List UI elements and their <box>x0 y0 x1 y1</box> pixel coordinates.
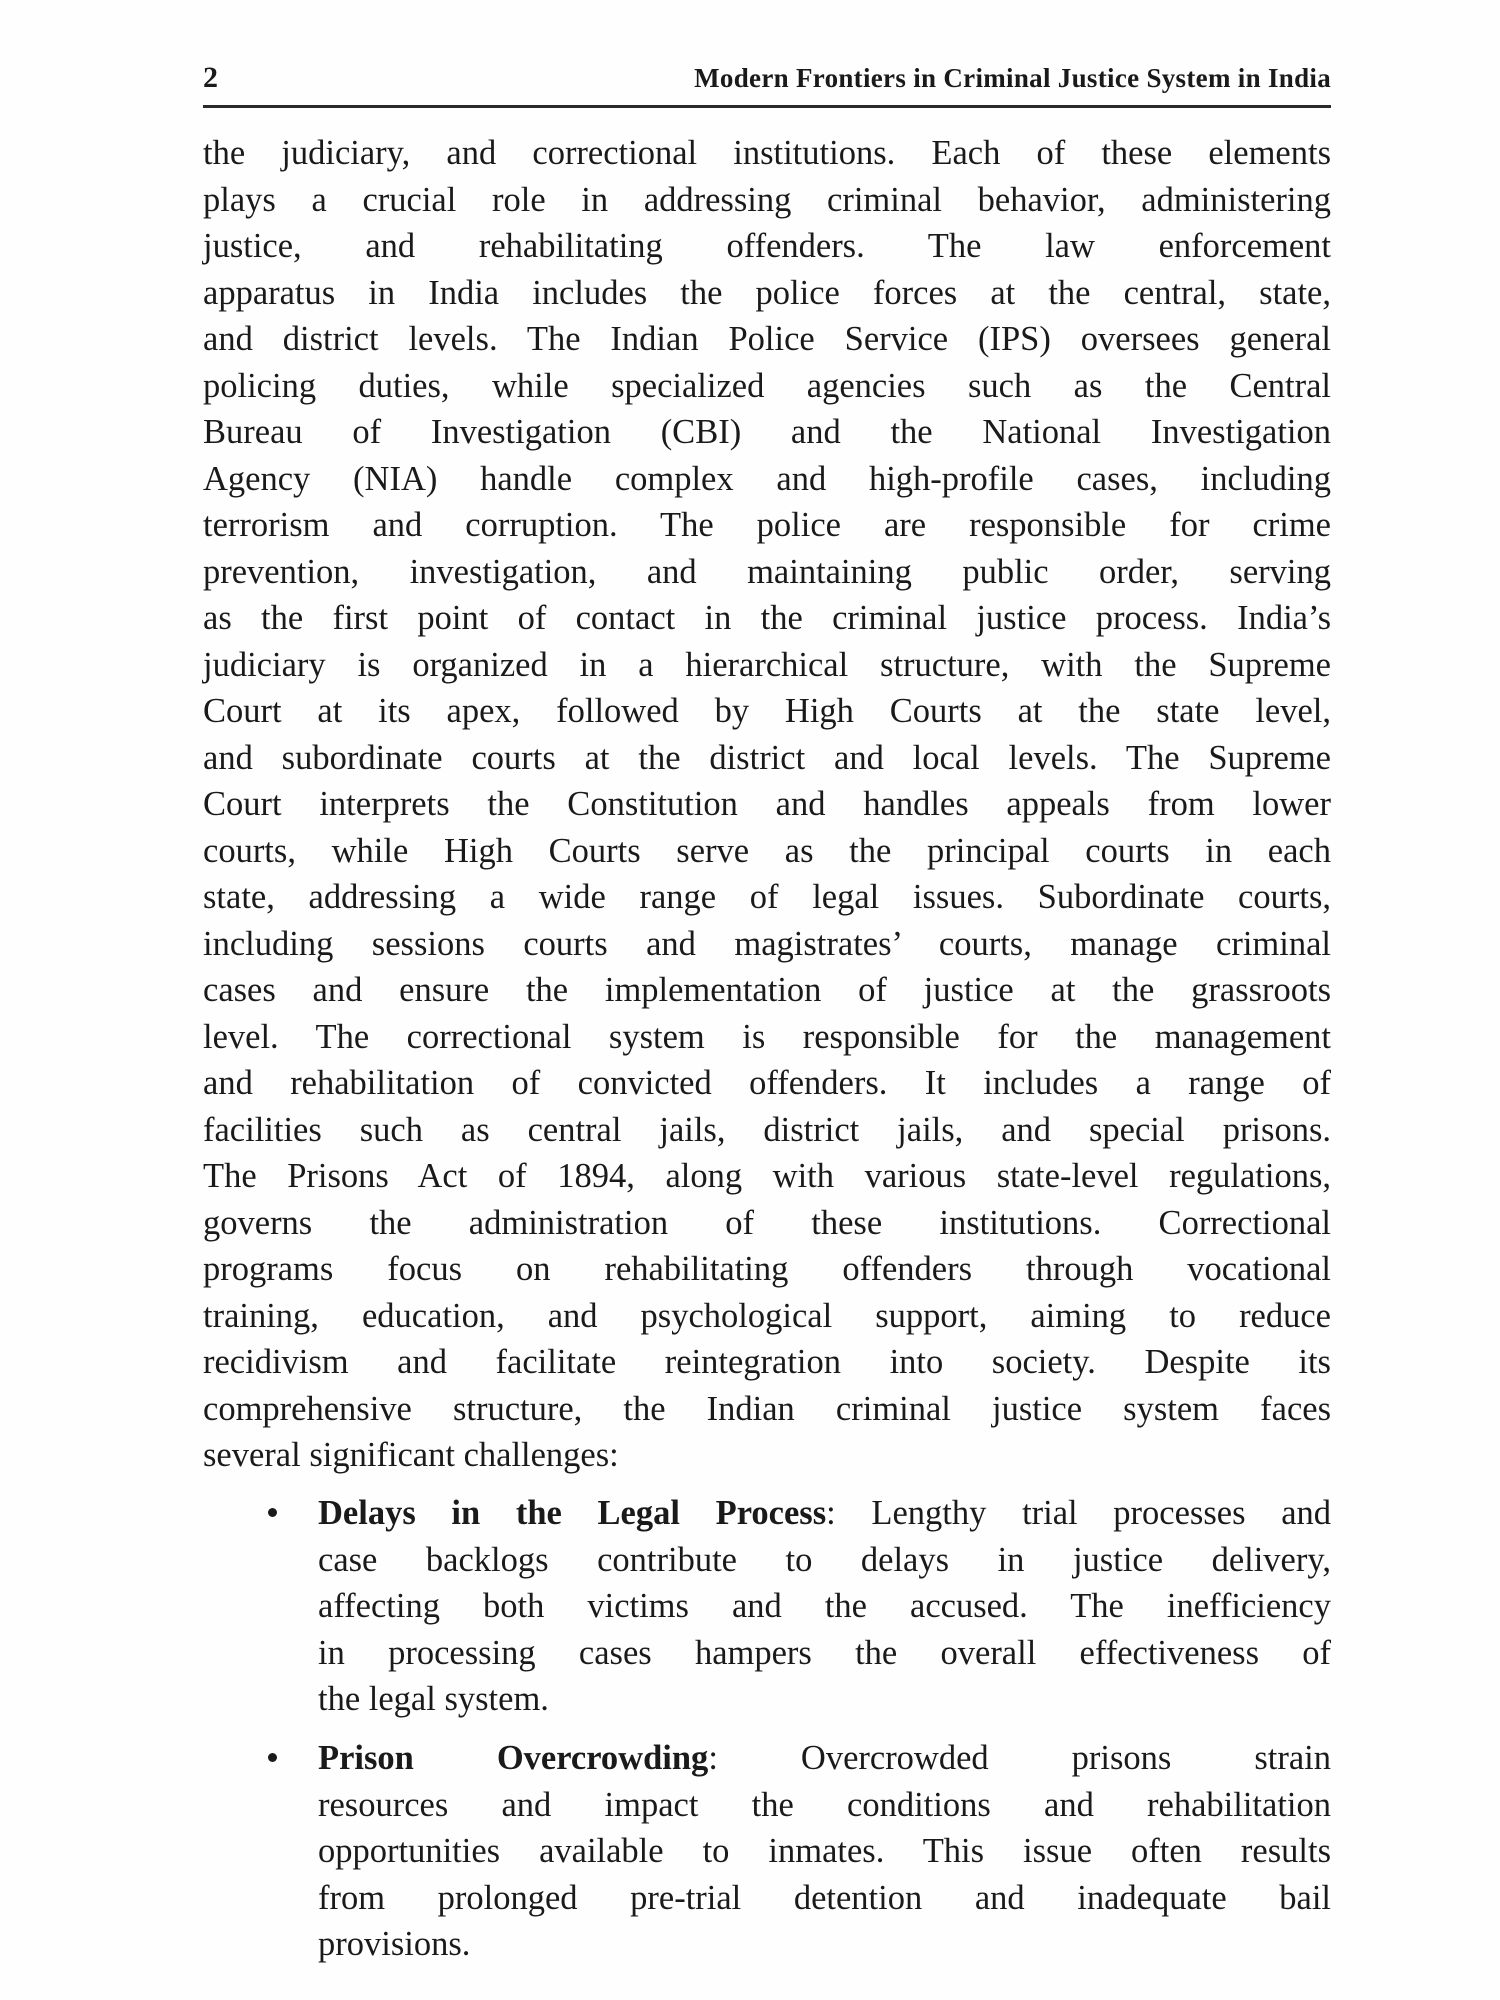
paragraph-line: as the first point of contact in the criminal justice process. India’s <box>203 599 1331 637</box>
paragraph-line: programs focus on rehabilitating offenders through vocational <box>203 1250 1331 1288</box>
paragraph-line: and subordinate courts at the district and local levels. The Supreme <box>203 738 1331 777</box>
bullet-line: Delays in the Legal Process: Lengthy trial processes and <box>318 1494 1332 1532</box>
paragraph-line: Agency (NIA) handle complex and high-profile cases, including <box>203 459 1331 498</box>
bullet-icon <box>268 1735 282 1749</box>
paragraph-line: governs the administration of these institutions. Correctional <box>203 1203 1331 1242</box>
bullet-line: case backlogs contribute to delays in justice delivery, <box>318 1540 1331 1579</box>
paragraph-line: including sessions courts and magistrates’ courts, manage criminal <box>203 924 1331 963</box>
page-number: 2 <box>203 61 218 94</box>
paragraph-line: judiciary is organized in a hierarchical structure, with the Supreme <box>203 645 1331 684</box>
paragraph-line: plays a crucial role in addressing criminal behavior, administering <box>203 180 1331 219</box>
bullet-line: in processing cases hampers the overall effectiveness of <box>318 1633 1331 1672</box>
bullet-term: Delays in the Legal Process <box>318 1494 827 1532</box>
bullet-line: the legal system. <box>318 1680 549 1718</box>
bullet-line: opportunities available to inmates. This issue often results <box>318 1832 1331 1870</box>
running-header <box>203 58 1331 98</box>
paragraph-line: several significant challenges: <box>203 1436 619 1474</box>
paragraph-line: justice, and rehabilitating offenders. The law enforcement <box>203 227 1331 265</box>
bullet-line: resources and impact the conditions and rehabilitation <box>318 1785 1331 1824</box>
paragraph-line: comprehensive structure, the Indian criminal justice system faces <box>203 1389 1331 1428</box>
paragraph-line: training, education, and psychological support, aiming to reduce <box>203 1296 1331 1335</box>
bullet-line: from prolonged pre-trial detention and inadequate bail <box>318 1878 1331 1917</box>
bullet-term: Prison Overcrowding <box>318 1739 709 1777</box>
paragraph-line: Court at its apex, followed by High Courts at the state level, <box>203 692 1331 730</box>
paragraph-line: apparatus in India includes the police forces at the central, state, <box>203 273 1331 312</box>
paragraph-line: The Prisons Act of 1894, along with various state-level regulations, <box>203 1157 1331 1195</box>
paragraph-line: cases and ensure the implementation of justice at the grassroots <box>203 971 1331 1009</box>
bullet-line: provisions. <box>318 1925 471 1963</box>
paragraph-line: courts, while High Courts serve as the principal courts in each <box>203 831 1331 870</box>
paragraph-line: Court interprets the Constitution and handles appeals from lower <box>203 785 1331 823</box>
paragraph-line: prevention, investigation, and maintaining public order, serving <box>203 552 1331 591</box>
running-title: Modern Frontiers in Criminal Justice System in India <box>694 63 1331 93</box>
paragraph-line: policing duties, while specialized agencies such as the Central <box>203 366 1331 405</box>
paragraph-line: Bureau of Investigation (CBI) and the National Investigation <box>203 413 1331 451</box>
header-rule-divider <box>203 105 1331 108</box>
paragraph-line: facilities such as central jails, district jails, and special prisons. <box>203 1110 1331 1149</box>
paragraph-line: the judiciary, and correctional institutions. Each of these elements <box>203 134 1331 172</box>
bullet-line: Prison Overcrowding: Overcrowded prisons strain <box>318 1739 1331 1777</box>
paragraph-line: and district levels. The Indian Police Service (IPS) oversees general <box>203 320 1331 358</box>
bullet-line: affecting both victims and the accused. The inefficiency <box>318 1587 1331 1625</box>
paragraph-line: terrorism and corruption. The police are responsible for crime <box>203 506 1331 544</box>
paragraph-line: level. The correctional system is responsible for the management <box>203 1017 1331 1056</box>
paragraph-line: and rehabilitation of convicted offenders. It includes a range of <box>203 1064 1331 1102</box>
paragraph-line: recidivism and facilitate reintegration into society. Despite its <box>203 1343 1331 1381</box>
bullet-icon <box>268 1490 282 1504</box>
paragraph-line: state, addressing a wide range of legal issues. Subordinate courts, <box>203 878 1331 916</box>
